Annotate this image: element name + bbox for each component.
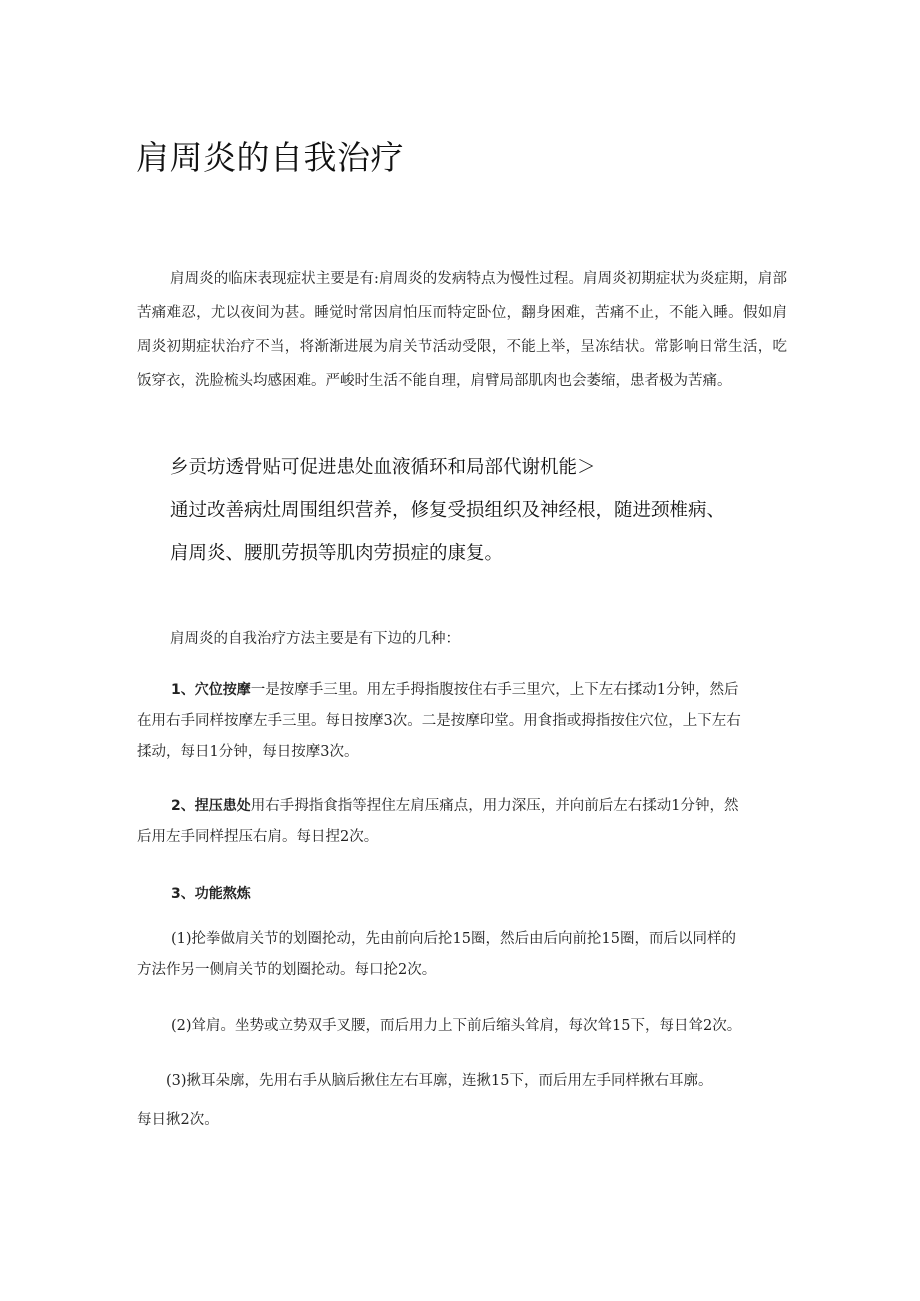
promo-line-3: 肩周炎、腰肌劳损等肌肉劳损症的康复。 (170, 543, 504, 564)
exercise-2-line-1: (2)耸肩。坐势或立势双手叉腰，而后用力上下前后缩头耸肩，每次耸15下，每日耸2次。 (171, 1018, 742, 1034)
method-item-1-line-3: 揉动，每日1分钟，每日按摩3次。 (137, 744, 359, 760)
method-item-1-text: 一是按摩手三里。用左手拇指腹按住右手三里穴，上下左右揉动1分钟，然后 (250, 682, 739, 698)
method-item-2-line-2: 后用左手同样捏压右肩。每日捏2次。 (137, 829, 379, 845)
method-item-1-line-1 (137, 675, 787, 706)
promo-block (170, 446, 810, 575)
promo-line-2: 通过改善病灶周围组织营养，修复受损组织及神经根，随进颈椎病、 (170, 500, 726, 521)
promo-line-1: 乡贡坊透骨贴可促进患处血液循环和局部代谢机能＞ (170, 457, 596, 478)
method-item-3-label: 3、功能熬炼 (171, 886, 251, 902)
method-item-1 (137, 675, 787, 768)
method-item-2 (137, 791, 787, 853)
exercise-1 (137, 924, 787, 986)
method-item-2-line-1 (137, 791, 787, 822)
exercise-3-line-2: 每日揪2次。 (137, 1112, 219, 1128)
exercise-1-line-1: (1)抡拳做肩关节的划圈抡动，先由前向后抡15圈，然后由后向前抡15圈，而后以同样的 (171, 931, 736, 947)
page-title: 肩周炎的自我治疗 (136, 138, 404, 177)
exercise-1-line-2: 方法作另一侧肩关节的划圈抡动。每口抡2次。 (137, 962, 437, 978)
methods-intro: 肩周炎的自我治疗方法主要是有下边的几种： (170, 631, 460, 647)
method-item-1-line-2: 在用右手同样按摩左手三里。每日按摩3次。二是按摩印堂。用食指或拇指按住穴位，上下左右 (137, 713, 741, 729)
method-item-2-text: 用右手拇指食指等捏住左肩压痛点，用力深压，并向前后左右揉动1分钟，然 (250, 798, 739, 814)
intro-paragraph: 肩周炎的临床表现症状主要是有:肩周炎的发病特点为慢性过程。肩周炎初期症状为炎症期，肩部苦痛难忍，尤以夜间为甚。睡觉时常因肩怕压而特定卧位，翻身困难，苦痛不止，不能入睡。假如肩周炎初期症状治疗不当，将渐渐进展为肩关节活动受限，不能上举，呈冻结状。常影响日常生活，吃饭穿衣，洗脸梳头均感困难。严峻时生活不能自理，肩臂局部肌肉也会萎缩，患者极为苦痛。 (137, 271, 787, 389)
method-item-2-label: 2、捏压患处 (171, 798, 251, 814)
method-item-1-label: 1、穴位按摩 (171, 682, 251, 698)
exercise-3-line-1: (3)揪耳朵廓，先用右手从脑后揪住左右耳廓，连揪15下，而后用左手同样揪右耳廓。 (166, 1073, 713, 1089)
